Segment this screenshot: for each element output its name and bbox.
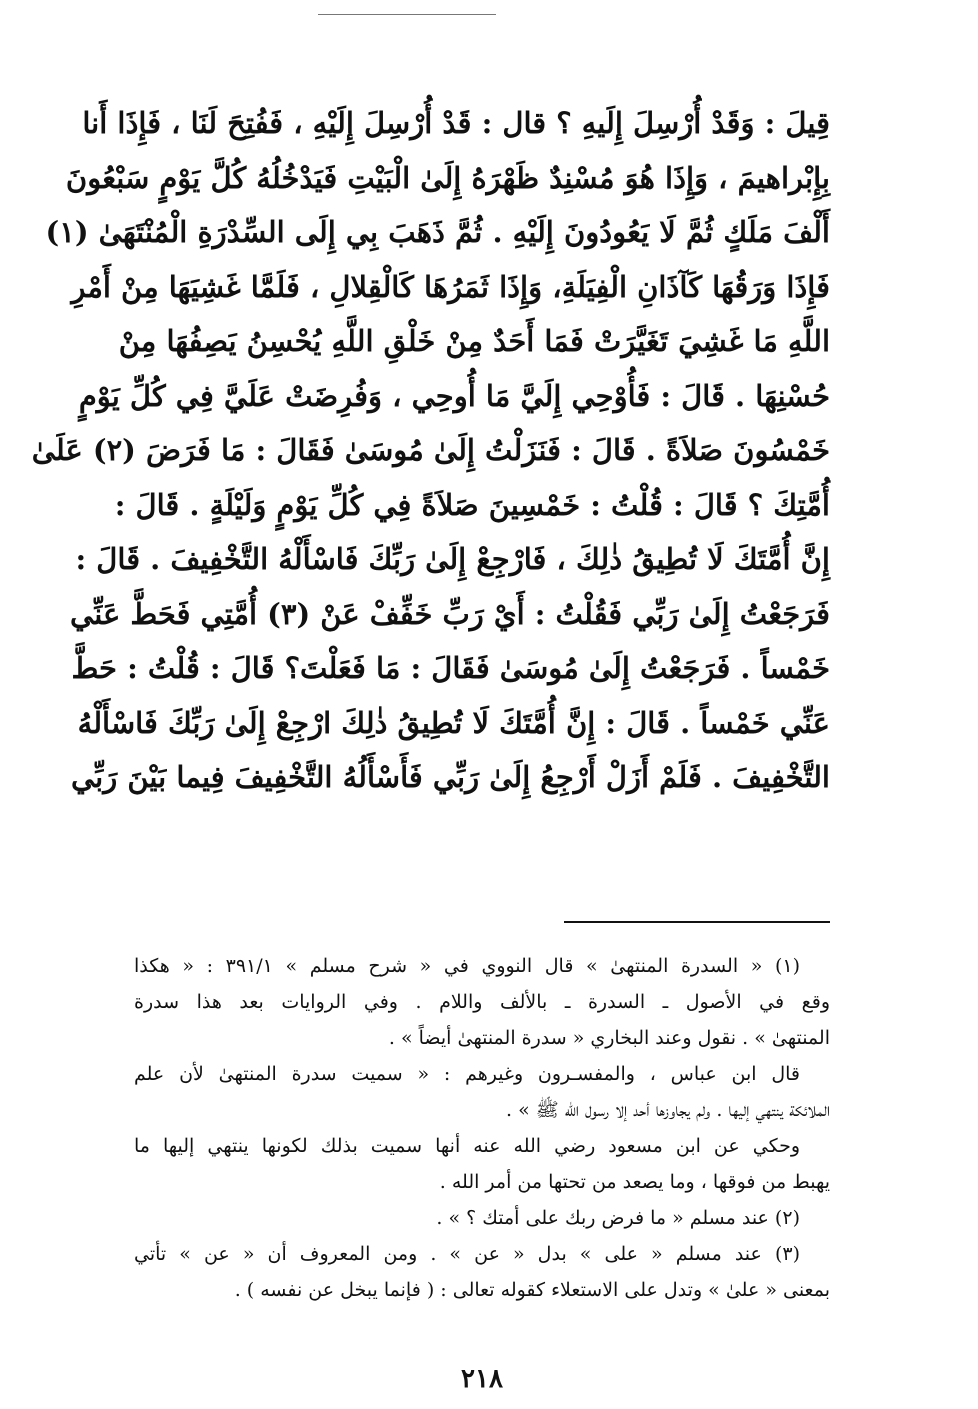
- main-text-line: عَنِّي خَمْساً . قَالَ : إِنَّ أُمَّتَكَ لَا تُطِيقُ ذٰلِكَ ارْجِعْ إِلَىٰ رَبِّكَ فَاسْأَلْهُ: [77, 705, 830, 740]
- footnote-line: بمعنى « علىٰ » وتدل على الاستعلاء كقوله تعالى : ( فإنما يبخل عن نفسه ) .: [234, 1279, 830, 1301]
- footnote-line: وقع في الأصول ـ السدرة ـ بالألف واللام . وفي الروايات بعد هذا سدرة: [134, 991, 830, 1013]
- book-page: [31, 96, 830, 1394]
- footnote-line: الملائكة ينتهي إليها . ولم يجاوزها أحد إلا رسول الله ﷺ » .: [506, 1099, 830, 1121]
- footnote-line-2: (٢) عند مسلم « ما فرض ربك على أمتك ؟ » .: [436, 1207, 800, 1229]
- footnote-separator: [564, 921, 830, 923]
- main-text-line: التَّخْفِيفَ . فَلَمْ أَزَلْ أَرْجِعُ إِلَىٰ رَبِّي فَأَسْأَلُهُ التَّخْفِيفَ فِيما بَيْنَ رَبِّي: [71, 760, 830, 794]
- main-text-line: قِيلَ : وَقَدْ أُرْسِلَ إِلَيهِ ؟ قال : قَدْ أُرْسِلَ إِلَيْهِ ، فَفُتِحَ لَنَا ، فَإِذَا أَنا: [82, 106, 830, 140]
- main-text-line: بِإِبْراهيمَ ، وَإِذَا هُوَ مُسْنِدٌ ظَهْرَهُ إِلَىٰ الْبَيْتِ فَيَدْخُلُهُ كُلَّ يَوْمٍ سَبْعُونَ: [65, 160, 830, 195]
- main-text-line: فَرَجَعْتُ إِلَىٰ رَبِّي فَقُلْتُ : أَيْ رَبِّ خَفِّفْ عَنْ (٣) أُمَّتِي فَحَطَّ عَنِّي: [70, 596, 830, 631]
- footnote-line: المنتهىٰ » . نقول وعند البخاري « سدرة المنتهىٰ أيضاً » .: [388, 1027, 830, 1049]
- main-text-line: اللَّهِ مَا غَشِيَ تَغَيَّرَتْ فَمَا أَحَدٌ مِنْ خَلْقِ اللَّهِ يُحْسِنُ يَصِفُهَا مِنْ: [118, 324, 830, 358]
- main-text-line: إِنَّ أُمَّتَكَ لَا تُطِيقُ ذٰلِكَ ، فَارْجِعْ إِلَىٰ رَبِّكَ فَاسْأَلْهُ التَّخْفِيفَ . قَالَ :: [75, 542, 830, 576]
- footnotes: [134, 948, 830, 1308]
- top-edge-line: [318, 14, 496, 15]
- page-number: ٢١٨: [461, 1364, 503, 1394]
- main-text-line: خَمْسُونَ صَلاَةً . قَالَ : فَنَزَلْتُ إِلَىٰ مُوسَىٰ فَقَالَ : مَا فَرَضَ (٢) عَلَىٰ: [31, 433, 830, 467]
- footnote-line-1: (١) « السدرة المنتهىٰ » قال النووي في « شرح مسلم » ٣٩١/١ : « هكذا: [134, 955, 800, 977]
- main-text-line: أَلْفَ مَلَكٍ ثُمَّ لَا يَعُودُونَ إِلَيْهِ . ثُمَّ ذَهَبَ بِي إِلَى السِّدْرَةِ الْمُنْتَهَىٰ (١): [45, 215, 830, 249]
- footnote-line: يهبط من فوقها ، وما يصعد من تحتها من أمر الله .: [439, 1171, 830, 1193]
- main-text-line: أُمَّتِكَ ؟ قَالَ : قُلْتُ : خَمْسِينَ صَلاَةً فِي كُلِّ يَوْمٍ وَلَيْلَةٍ . قَالَ :: [114, 487, 830, 522]
- main-text-line: خَمْساً . فَرَجَعْتُ إِلَىٰ مُوسَىٰ فَقَالَ : مَا فَعَلْتَ؟ قَالَ : قُلْتُ : حَطَّ: [71, 651, 830, 685]
- main-text-line: حُسْنِهَا . قَالَ : فَأُوْحِي إِلَيَّ مَا أُوحِي ، وَفُرِضَتْ عَلَيَّ فِي كُلِّ يَوْمٍ: [78, 378, 830, 413]
- main-text-line: فَإِذَا وَرَقُهَا كَآذَانِ الْفِيَلَةِ، وَإِذَا ثَمَرُهَا كَالْقِلالِ ، فَلَمَّا غَشِيَهَا مِنْ أَمْرِ: [71, 269, 830, 304]
- footnote-line: وحكي عن ابن مسعود رضي الله عنه أنها سميت بذلك لكونها ينتهي إليها ما: [134, 1135, 800, 1157]
- main-text-body: [31, 96, 830, 805]
- footnote-line-3: (٣) عند مسلم « على » بدل « عن » . ومن المعروف أن « عن » تأتي: [134, 1243, 800, 1265]
- footnote-line: قال ابن عباس ، والمفسـرون وغيرهم : « سميت سدرة المنتهىٰ لأن علم: [134, 1063, 800, 1085]
